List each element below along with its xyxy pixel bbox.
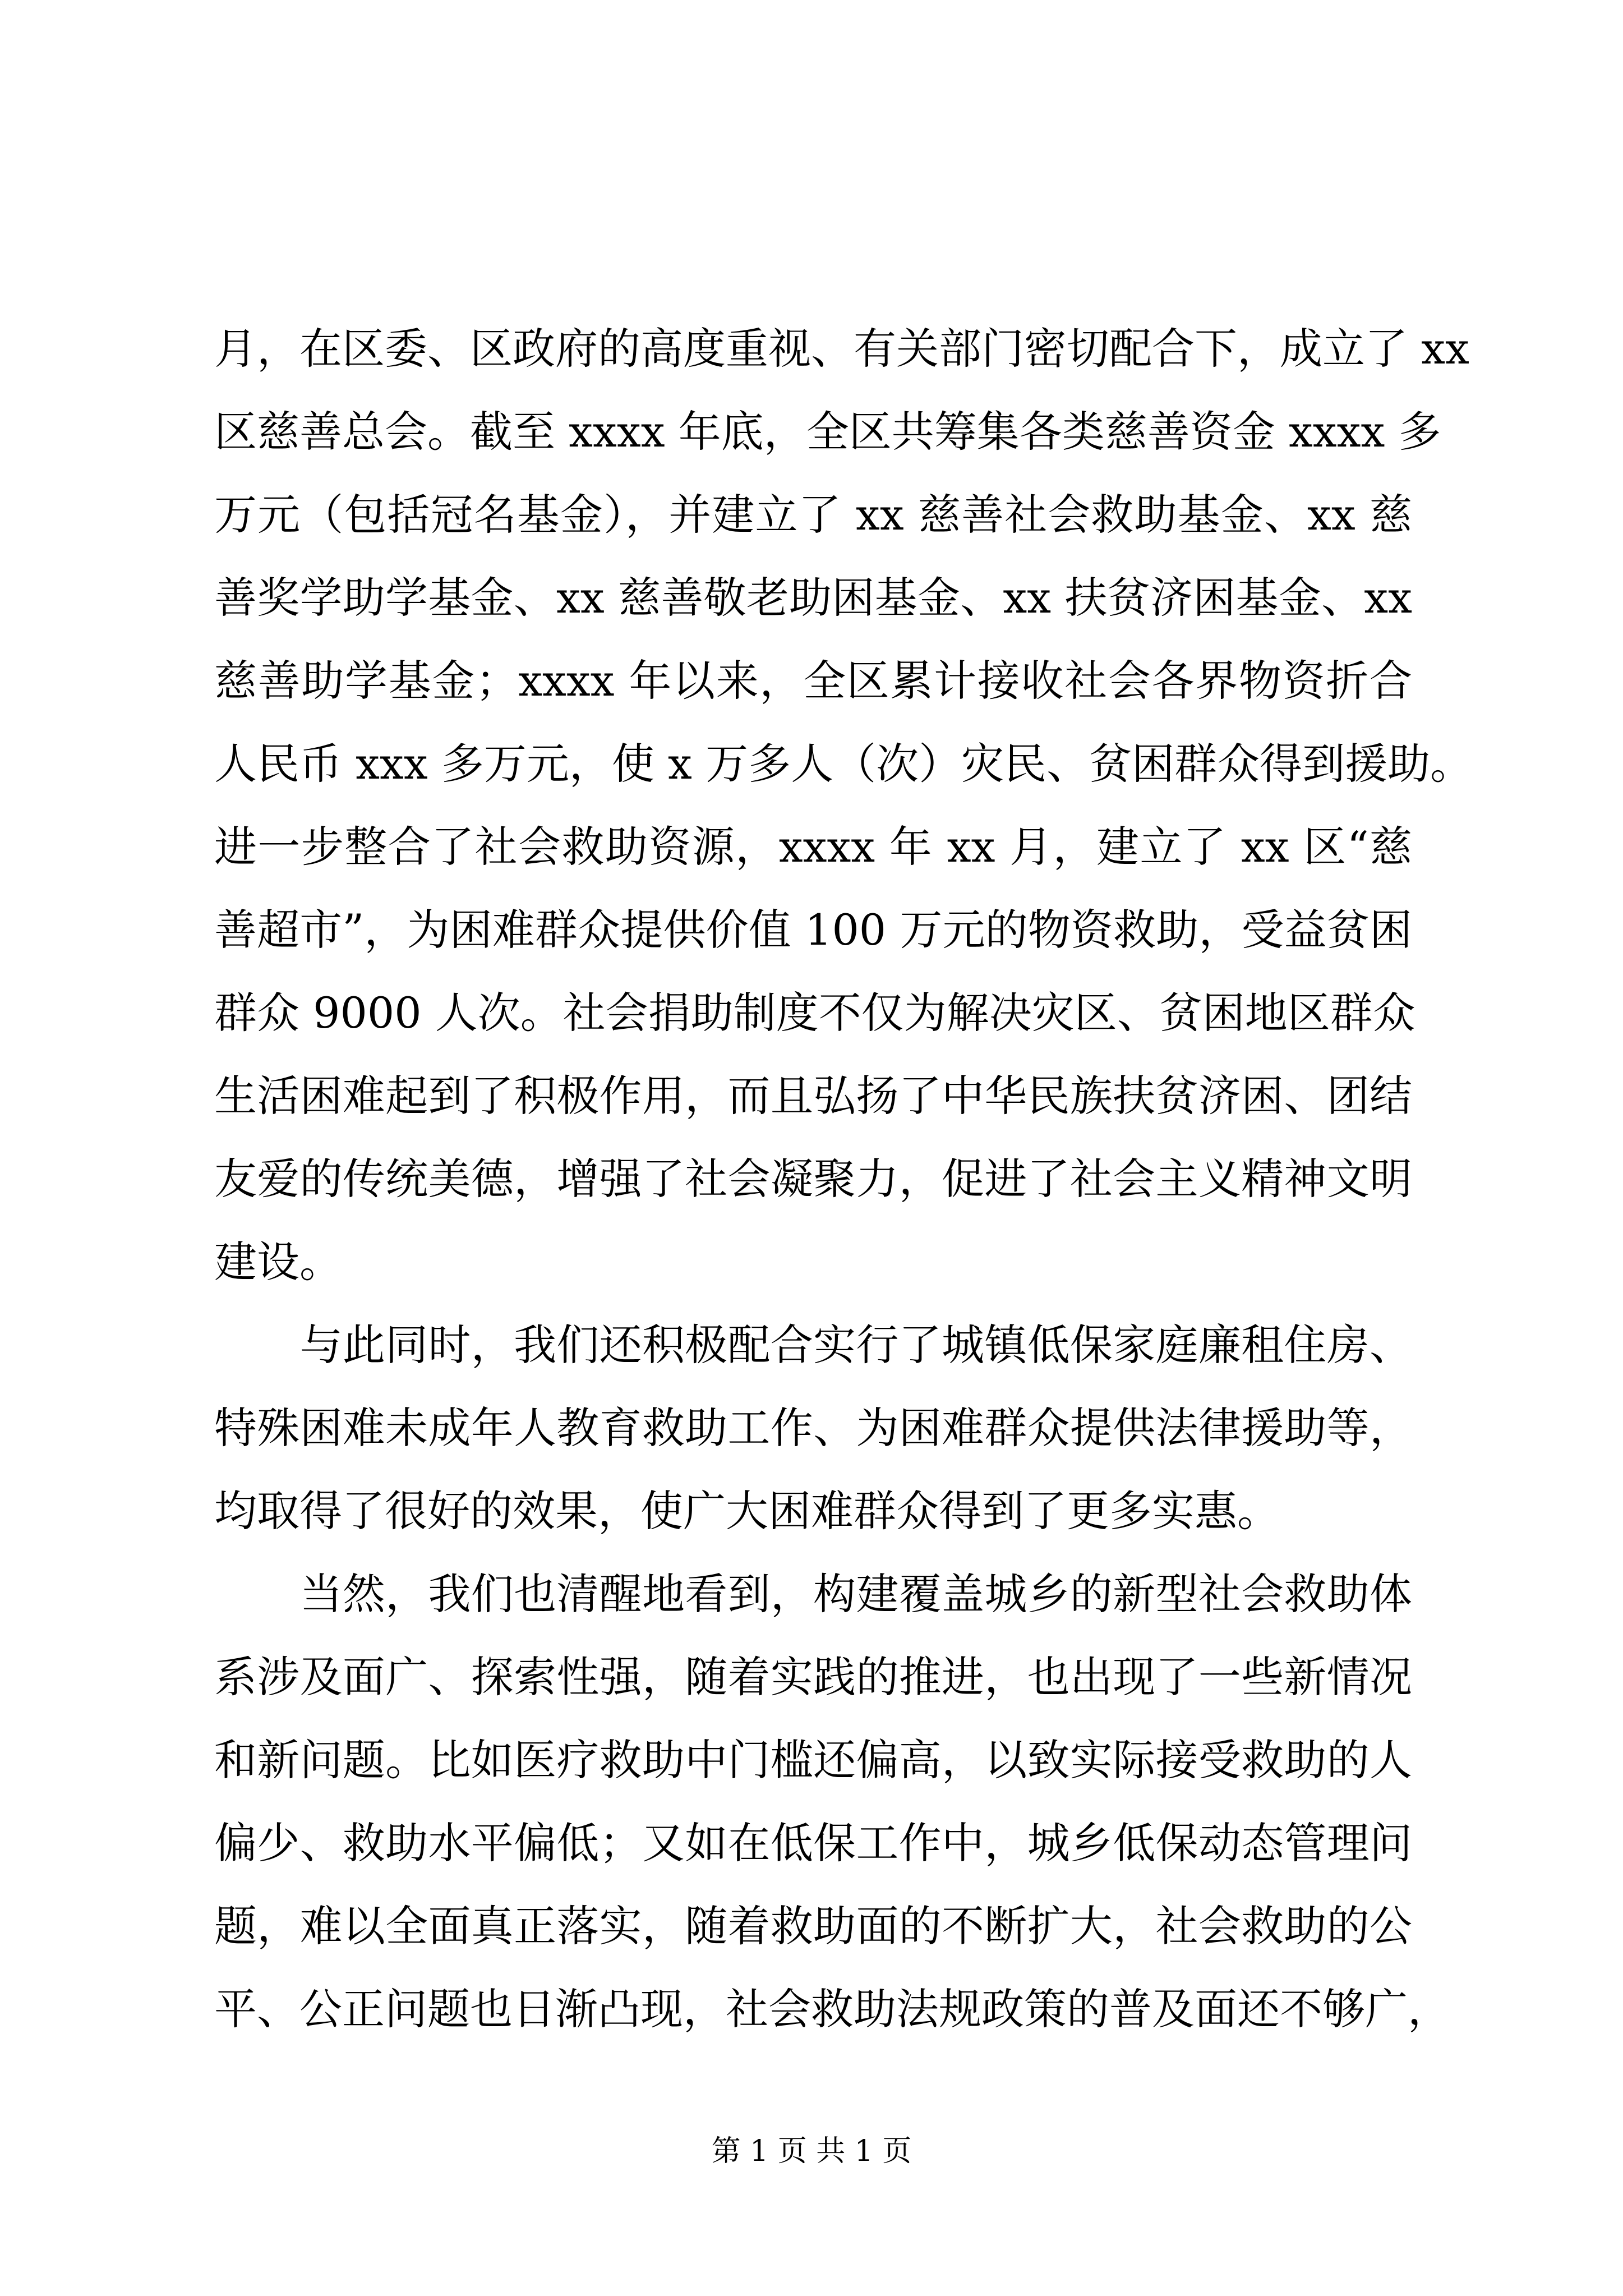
- text-line: 善奖学助学基金、xx 慈善敬老助困基金、xx 扶贫济困基金、xx: [214, 573, 1412, 623]
- text-line: 和新问题。比如医疗救助中门槛还偏高，以致实际接受救助的人: [214, 1735, 1412, 1785]
- page-footer: [0, 2134, 1623, 2168]
- text-line: 人民币 xxx 多万元，使 x 万多人（次）灾民、贫困群众得到援助。: [214, 739, 1473, 789]
- text-line: 与此同时，我们还积极配合实行了城镇低保家庭廉租住房、: [214, 1320, 1412, 1370]
- text-line: 进一步整合了社会救助资源，xxxx 年 xx 月，建立了 xx 区“慈: [214, 822, 1412, 872]
- text-line: 特殊困难未成年人教育救助工作、为困难群众提供法律援助等，: [214, 1403, 1412, 1453]
- text-line: 群众 9000 人次。社会捐助制度不仅为解决灾区、贫困地区群众: [214, 988, 1415, 1038]
- text-line: 当然，我们也清醒地看到，构建覆盖城乡的新型社会救助体: [214, 1569, 1412, 1619]
- text-line: 题，难以全面真正落实，随着救助面的不断扩大，社会救助的公: [214, 1901, 1412, 1951]
- text-line: 建设。: [214, 1237, 342, 1287]
- text-line: 系涉及面广、探索性强，随着实践的推进，也出现了一些新情况: [214, 1652, 1412, 1702]
- text-line: 均取得了很好的效果，使广大困难群众得到了更多实惠。: [214, 1486, 1280, 1536]
- text-line: 偏少、救助水平偏低；又如在低保工作中，城乡低保动态管理问: [214, 1818, 1412, 1868]
- text-line: 万元（包括冠名基金），并建立了 xx 慈善社会救助基金、xx 慈: [214, 490, 1412, 540]
- text-line: 友爱的传统美德，增强了社会凝聚力，促进了社会主义精神文明: [214, 1154, 1412, 1204]
- text-line: 平、公正问题也日渐凸现，社会救助法规政策的普及面还不够广，: [214, 1984, 1450, 2034]
- body-text: [214, 307, 1473, 2051]
- page-number-label: 第 1 页 共 1 页: [711, 2134, 912, 2168]
- text-line: 生活困难起到了积极作用，而且弘扬了中华民族扶贫济困、团结: [214, 1071, 1412, 1121]
- text-line: 善超市”，为困难群众提供价值 100 万元的物资救助，受益贫困: [214, 905, 1412, 955]
- text-line: 慈善助学基金；xxxx 年以来，全区累计接收社会各界物资折合: [214, 656, 1412, 706]
- text-line: 区慈善总会。截至 xxxx 年底，全区共筹集各类慈善资金 xxxx 多: [214, 407, 1441, 457]
- text-line: 月，在区委、区政府的高度重视、有关部门密切配合下，成立了 xx: [214, 324, 1469, 374]
